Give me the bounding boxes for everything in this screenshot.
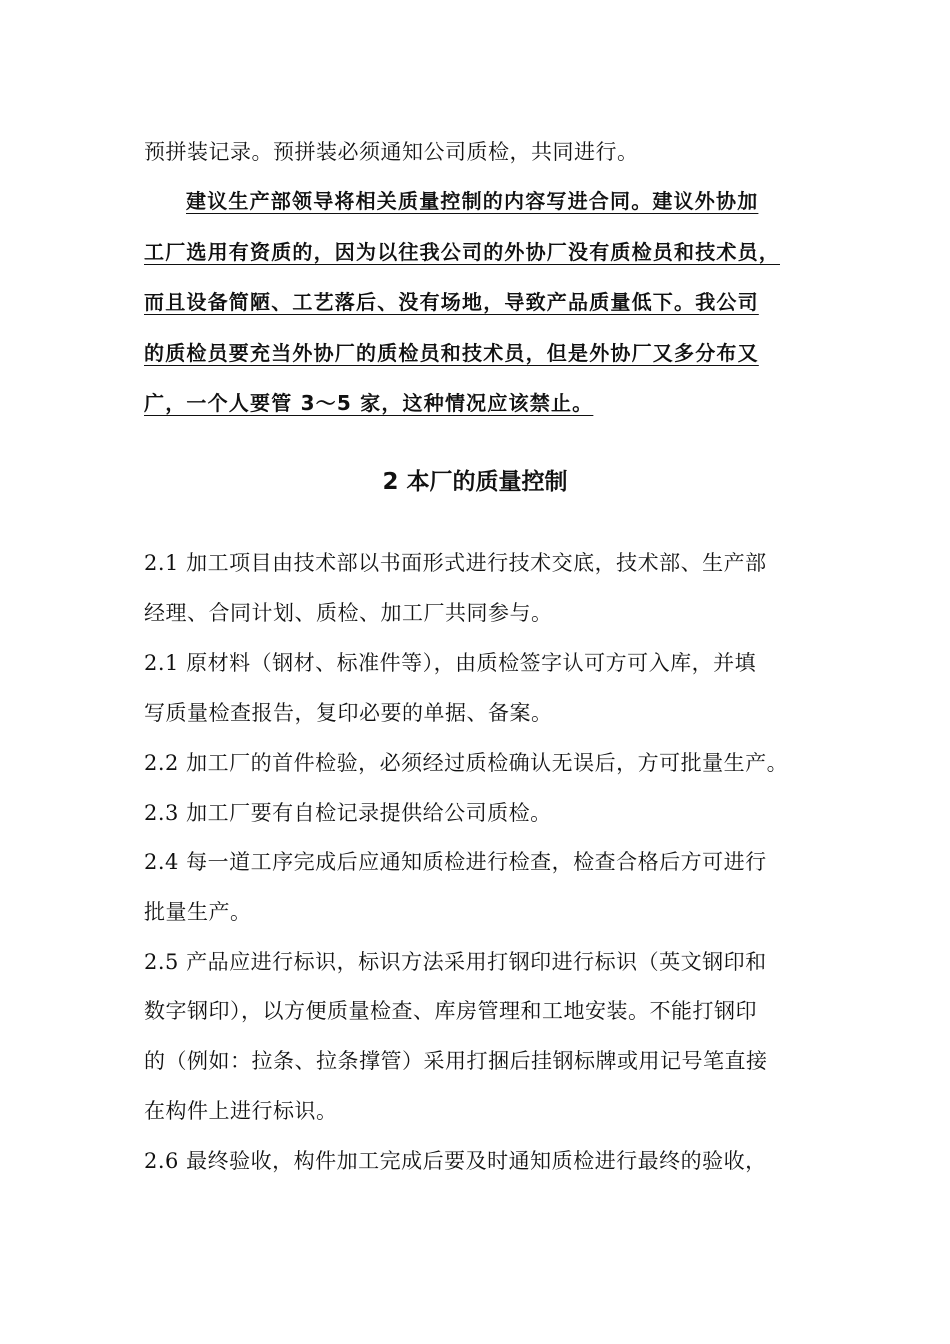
- item-line: 2.6 最终验收，构件加工完成后要及时通知质检进行最终的验收，: [144, 1149, 767, 1173]
- item-line: 在构件上进行标识。: [144, 1099, 338, 1123]
- paragraph-line: 预拼装记录。预拼装必须通知公司质检，共同进行。: [144, 140, 639, 164]
- recommendation-line: 工厂选用有资质的，因为以往我公司的外协厂没有质检员和技术员，: [144, 240, 780, 264]
- item-line: 批量生产。: [144, 900, 252, 924]
- item-line: 2.2 加工厂的首件检验，必须经过质检确认无误后，方可批量生产。: [144, 751, 789, 775]
- recommendation-line: 建议生产部领导将相关质量控制的内容写进合同。建议外协加: [186, 189, 759, 213]
- item-line: 2.1 加工项目由技术部以书面形式进行技术交底，技术部、生产部: [144, 551, 767, 575]
- recommendation-line: 的质检员要充当外协厂的质检员和技术员，但是外协厂又多分布又: [144, 341, 759, 365]
- item-line: 数字钢印），以方便质量检查、库房管理和工地安装。不能打钢印: [144, 999, 757, 1023]
- section-title: 2 本厂的质量控制: [382, 469, 568, 495]
- item-line: 2.4 每一道工序完成后应通知质检进行检查，检查合格后方可进行: [144, 850, 767, 874]
- item-line: 2.1 原材料（钢材、标准件等），由质检签字认可方可入库，并填: [144, 651, 757, 675]
- item-line: 2.3 加工厂要有自检记录提供给公司质检。: [144, 801, 552, 825]
- item-line: 2.5 产品应进行标识，标识方法采用打钢印进行标识（英文钢印和: [144, 950, 767, 974]
- item-line: 写质量检查报告，复印必要的单据、备案。: [144, 701, 553, 725]
- recommendation-line: 而且设备简陋、工艺落后、没有场地，导致产品质量低下。我公司: [144, 290, 759, 314]
- item-line: 的（例如：拉条、拉条撑管）采用打捆后挂钢标牌或用记号笔直接: [144, 1049, 768, 1073]
- recommendation-line: 广，一个人要管 3～5 家，这种情况应该禁止。: [144, 391, 594, 415]
- item-line: 经理、合同计划、质检、加工厂共同参与。: [144, 601, 553, 625]
